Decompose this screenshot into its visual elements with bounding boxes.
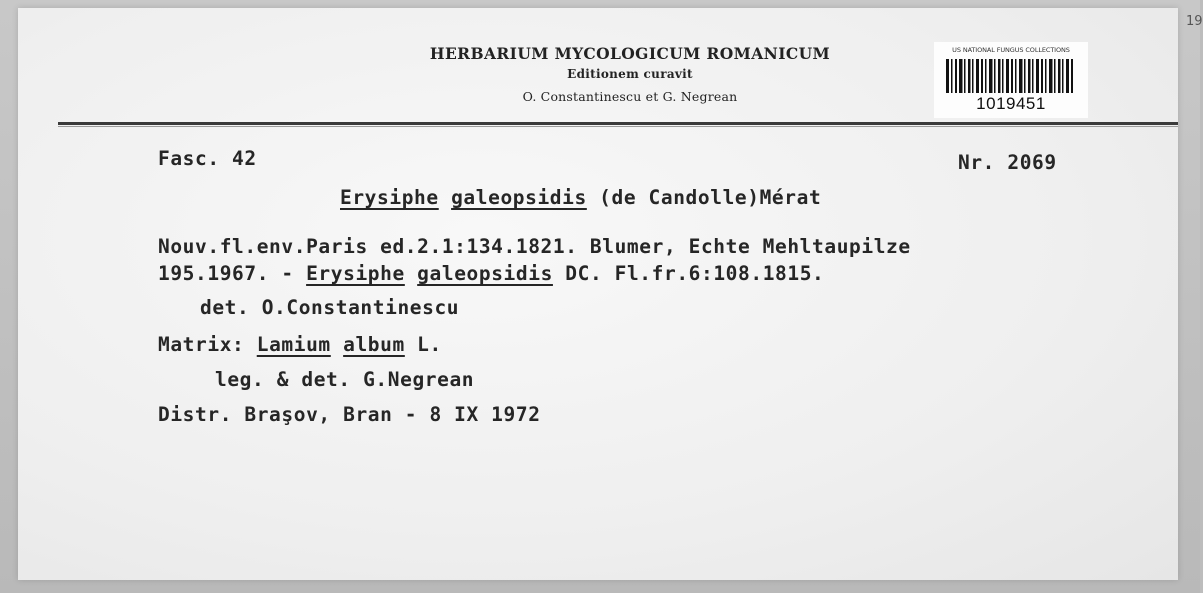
edge-mark: 19 [1186,14,1203,29]
determiner-line: det. O.Constantinescu [200,296,460,319]
herbarium-title: HERBARIUM MYCOLOGICUM ROMANICUM [429,44,831,63]
reference-epithet: galeopsidis [417,262,553,285]
matrix-label: Matrix: [158,333,245,356]
matrix-epithet: album [343,333,405,356]
matrix-line [158,333,442,356]
distribution-line: Distr. Braşov, Bran - 8 IX 1972 [158,403,541,426]
editors-line: O. Constantinescu et G. Negrean [522,89,738,104]
header-divider [58,122,1178,125]
header-divider-shadow [58,126,1178,127]
barcode-label [934,42,1088,118]
matrix-author: L. [417,333,442,356]
barcode-caption: US NATIONAL FUNGUS COLLECTIONS [952,46,1070,54]
reference-line-2 [158,262,824,285]
barcode-icon [946,59,1076,93]
specimen-number: Nr. 2069 [958,151,1057,174]
catalog-number: 1019451 [976,94,1046,113]
species-author: (de Candolle)Mérat [599,186,822,209]
label-header [400,44,860,110]
species-name [340,186,821,209]
species-epithet: galeopsidis [451,186,587,209]
reference-line-1: Nouv.fl.env.Paris ed.2.1:134.1821. Blumer, Echte Mehltaupilze [158,235,911,258]
reference-prefix: 195.1967. - [158,262,307,285]
collector-line: leg. & det. G.Negrean [215,368,475,391]
matrix-genus: Lamium [256,333,331,356]
reference-suffix: DC. Fl.fr.6:108.1815. [552,262,825,285]
editor-caption: Editionem curavit [567,67,693,81]
species-genus: Erysiphe [340,186,439,209]
reference-genus: Erysiphe [306,262,405,285]
fascicle-number: Fasc. 42 [158,147,257,170]
